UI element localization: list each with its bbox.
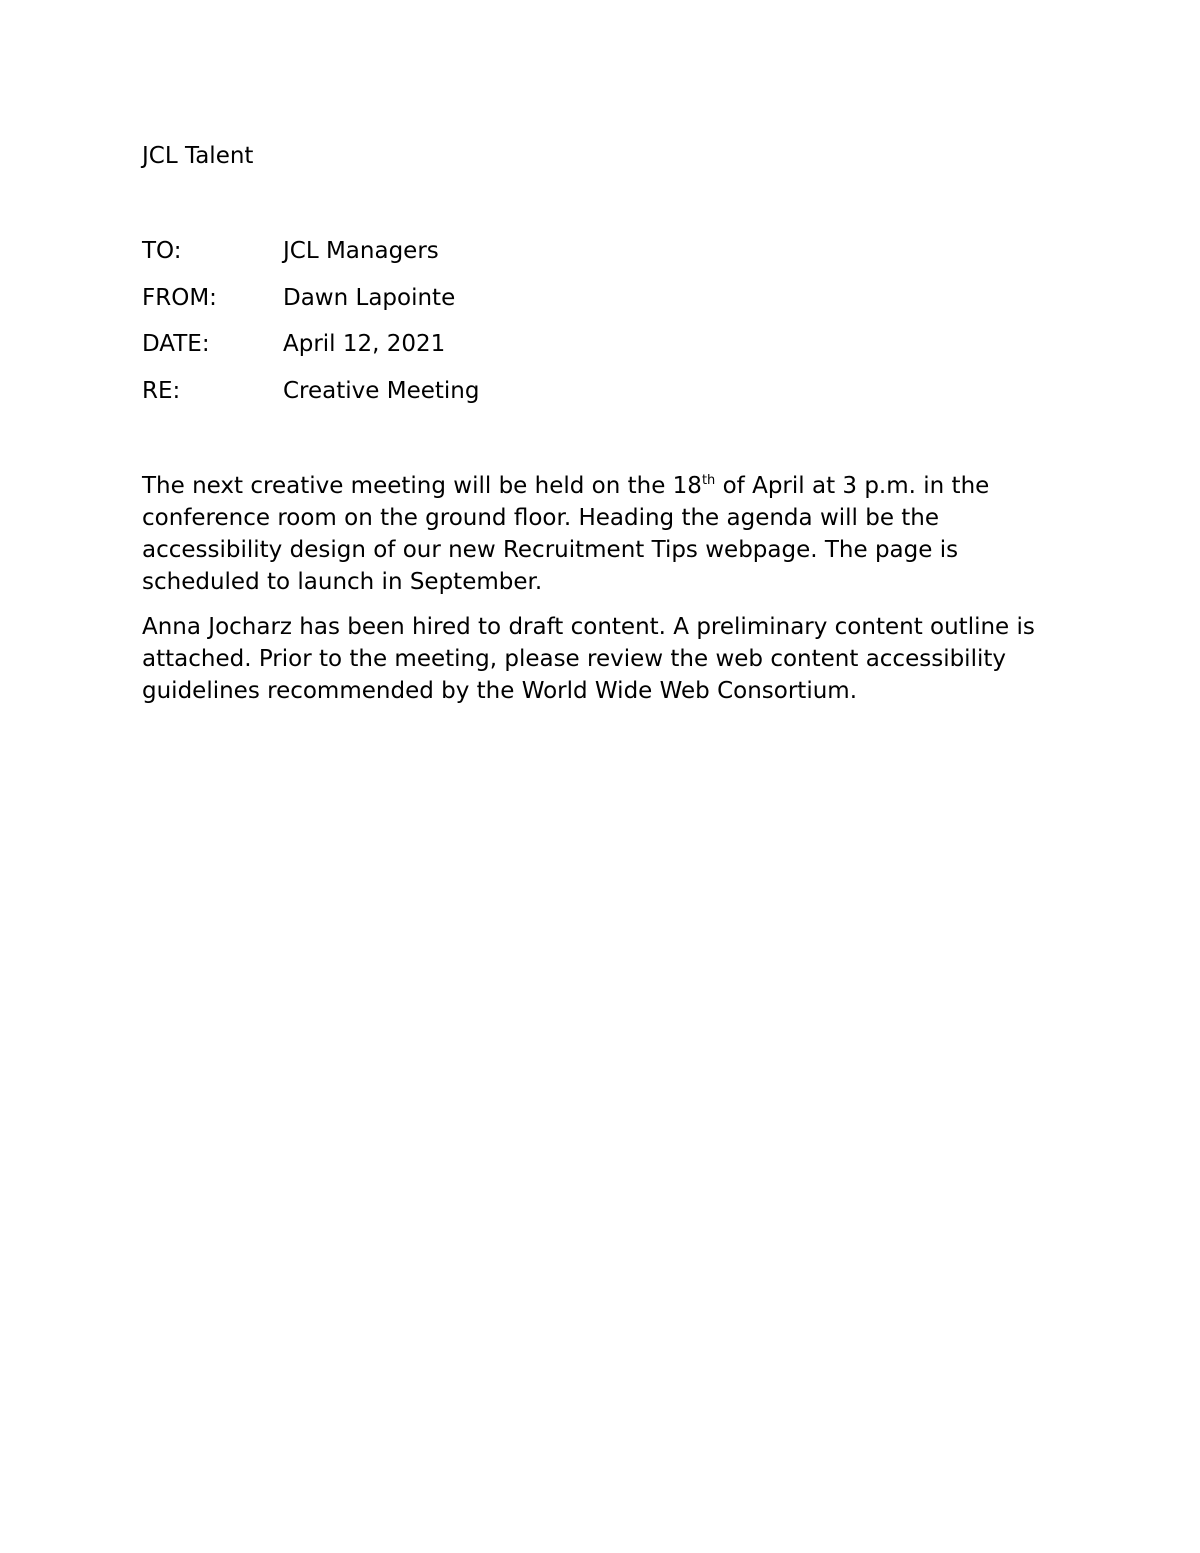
- ordinal-suffix: th: [701, 473, 716, 488]
- from-label: FROM:: [142, 285, 217, 311]
- date-value: April 12, 2021: [283, 331, 446, 357]
- body-paragraph-1: [142, 470, 1072, 598]
- to-row: [142, 237, 439, 265]
- date-row: [142, 330, 445, 358]
- to-label: TO:: [142, 238, 182, 264]
- paragraph-1-rest: of April at 3 p.m. in the conference room on the ground floor. Heading the agenda will be the accessibility design of our new Recruitment Tips webpage. The page is scheduled to launch in September.: [142, 473, 990, 595]
- body-paragraph-2: Anna Jocharz has been hired to draft content. A preliminary content outline is attached. Prior to the meeting, please review the web content accessibility guidelines recommended by the World Wide Web Consortium.: [142, 614, 1035, 704]
- subject-label: RE:: [142, 378, 181, 404]
- from-row: [142, 284, 455, 312]
- subject-value: Creative Meeting: [283, 378, 480, 404]
- date-label: DATE:: [142, 331, 210, 357]
- from-value: Dawn Lapointe: [283, 285, 456, 311]
- subject-row: [142, 377, 479, 405]
- company-name: JCL Talent: [142, 143, 254, 169]
- paragraph-1-start: The next creative meeting will be held on the 18: [142, 473, 702, 499]
- to-value: JCL Managers: [283, 238, 439, 264]
